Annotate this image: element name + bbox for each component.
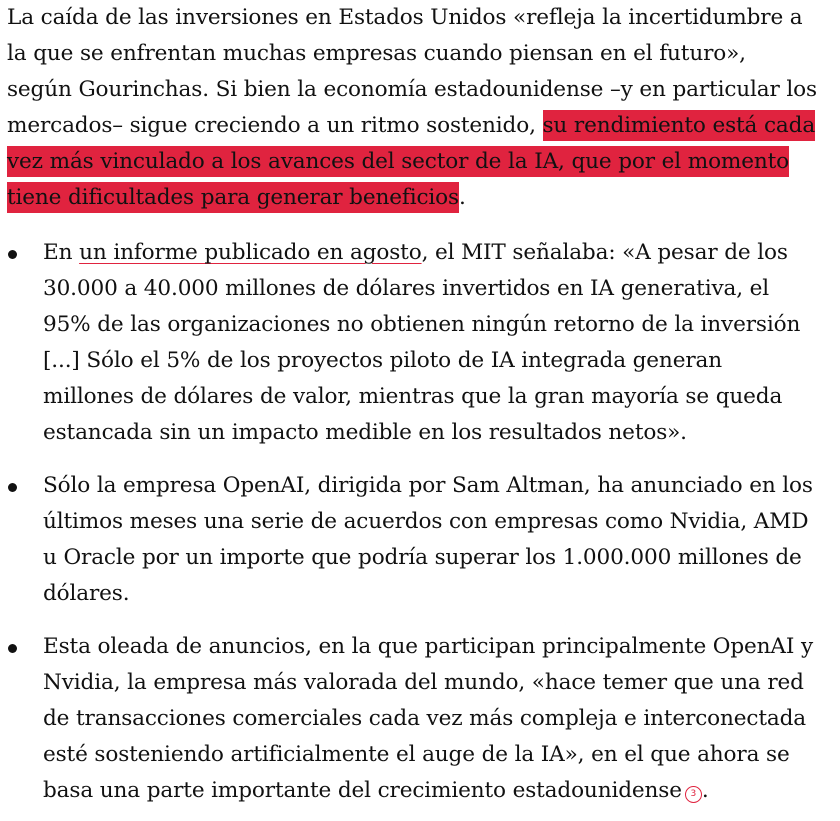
intro-paragraph bbox=[7, 0, 817, 216]
intro-text: La caída de las inversiones en Estados Unidos «refleja la incertidumbre a la que se enfrentan muchas empresas cuando piensan en el futuro», según Gourinchas. Si bien la economía estadounidense –y en particular los mercados– sigue creciendo a un ritmo sostenido, bbox=[7, 5, 817, 138]
bullet-text: , el MIT señalaba: «A pesar de los 30.000 a 40.000 millones de dólares invertidos en IA generativa, el 95% de las organizaciones no obtienen ningún retorno de la inversión [...] Sólo el 5% de los proyectos piloto de IA integrada generan millones de dólares de valor, mientras que la gran mayoría se queda estancada sin un impacto medible en los resultados netos». bbox=[43, 240, 801, 445]
bullet-text: Esta oleada de anuncios, en la que participan principalmente OpenAI y Nvidia, la empresa más valorada del mundo, «hace temer que una red de transacciones comerciales cada vez más compleja e interconectada esté sosteniendo artificialmente el auge de la IA», en el que ahora se basa una parte importante del crecimiento estadounidense bbox=[43, 634, 813, 803]
bullet-icon bbox=[8, 250, 17, 259]
bullet-icon bbox=[8, 644, 17, 653]
bullet-text: Sólo la empresa OpenAI, dirigida por Sam Altman, ha anunciado en los últimos meses una serie de acuerdos con empresas como Nvidia, AMD u Oracle por un importe que podría superar los 1.000.000 millones de dólares. bbox=[43, 473, 813, 606]
bullet-icon bbox=[8, 483, 17, 492]
intro-end: . bbox=[458, 185, 466, 210]
list-item bbox=[7, 235, 817, 451]
list-item bbox=[7, 468, 817, 612]
report-link[interactable]: un informe publicado en agosto bbox=[79, 240, 422, 265]
footnote-marker-icon[interactable]: 3 bbox=[685, 786, 702, 803]
highlighted-text: su rendimiento está cada vez más vinculado a los avances del sector de la IA, que por el momento tiene dificultades para generar beneficios bbox=[7, 110, 815, 213]
list-item bbox=[7, 629, 817, 809]
bullet-end: . bbox=[701, 778, 709, 803]
bullet-prefix: En bbox=[43, 240, 80, 265]
bullet-list bbox=[7, 235, 817, 809]
